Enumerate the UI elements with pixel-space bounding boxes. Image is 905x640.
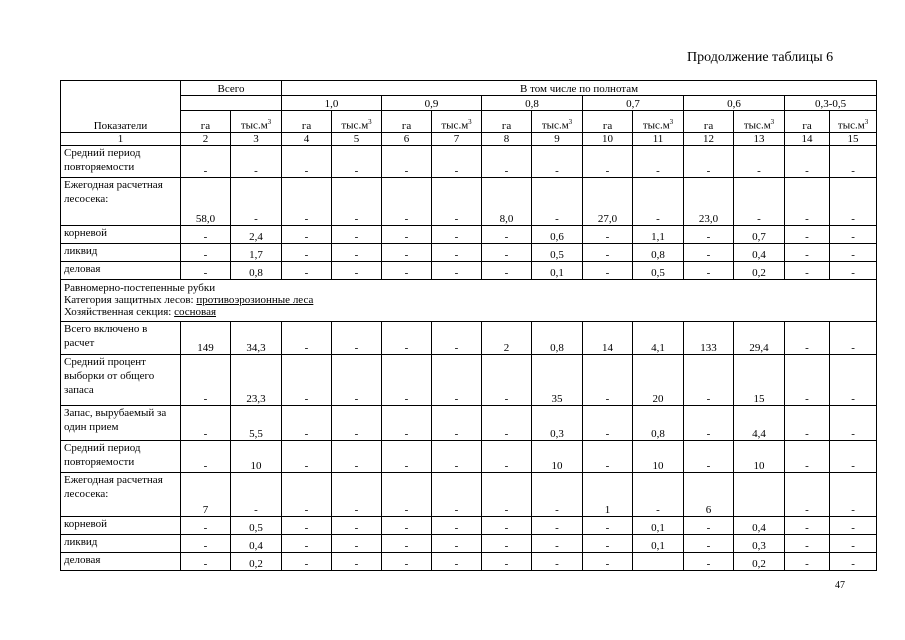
table-row — [61, 244, 877, 262]
header-indicators: Показатели — [61, 81, 181, 133]
table-cell: 4,4 — [734, 406, 785, 441]
table-cell: - — [583, 406, 633, 441]
table-cell: - — [532, 517, 583, 535]
table-cell: - — [583, 441, 633, 473]
table-row — [61, 322, 877, 355]
column-number: 14 — [785, 133, 830, 146]
table-cell: - — [181, 244, 231, 262]
table-cell: - — [830, 262, 877, 280]
row-label: Ежегодная расчетная лесосека: — [61, 178, 181, 226]
header-density-3: 0,7 — [583, 96, 684, 111]
table-cell: - — [785, 517, 830, 535]
row-label: корневой — [61, 226, 181, 244]
table-cell: - — [734, 178, 785, 226]
table-cell: - — [382, 441, 432, 473]
table-cell: - — [282, 441, 332, 473]
table-cell: - — [332, 441, 382, 473]
table-cell: - — [785, 322, 830, 355]
table-cell: - — [482, 535, 532, 553]
section-category-label: Категория защитных лесов: — [64, 294, 197, 306]
column-number: 10 — [583, 133, 633, 146]
header-number-row — [61, 133, 877, 146]
table-cell: - — [332, 535, 382, 553]
header-unit-ha: га — [382, 111, 432, 133]
row-label: деловая — [61, 262, 181, 280]
table-cell — [633, 553, 684, 571]
table-cell: 0,8 — [633, 244, 684, 262]
header-unit-ha: га — [684, 111, 734, 133]
table-cell: 133 — [684, 322, 734, 355]
table-row — [61, 535, 877, 553]
table-cell: - — [532, 553, 583, 571]
unit-volume-text: тыс.м — [240, 120, 268, 132]
table-cell: 10 — [633, 441, 684, 473]
row-label: Всего включено в расчет — [61, 322, 181, 355]
header-density-2: 0,8 — [482, 96, 583, 111]
header-unit-row — [61, 111, 877, 133]
table-cell: - — [583, 535, 633, 553]
header-unit-volume — [830, 111, 877, 133]
header-total-spacer — [181, 96, 282, 111]
table-cell: - — [482, 441, 532, 473]
table-cell: 0,2 — [231, 553, 282, 571]
table-cell: - — [181, 517, 231, 535]
table-cell: - — [282, 244, 332, 262]
table-cell: - — [684, 244, 734, 262]
table-cell: - — [633, 178, 684, 226]
section-info — [61, 280, 877, 322]
table-cell — [734, 473, 785, 517]
table-cell: - — [282, 262, 332, 280]
header-unit-ha: га — [583, 111, 633, 133]
header-density-row — [61, 96, 877, 111]
unit-volume-sup: 3 — [568, 118, 573, 127]
table-cell: - — [583, 517, 633, 535]
table-continuation-heading: Продолжение таблицы 6 — [687, 50, 834, 65]
table-cell: - — [332, 178, 382, 226]
section-cutting-type: Равномерно-постепенные рубки — [64, 282, 216, 294]
table-cell: 0,4 — [734, 244, 785, 262]
table-cell: - — [684, 226, 734, 244]
table-cell: - — [785, 553, 830, 571]
section-category-value: противоэрозионные леса — [196, 294, 314, 306]
header-row-top — [61, 81, 877, 96]
table-cell: - — [583, 262, 633, 280]
table-cell: - — [432, 517, 482, 535]
table-cell: - — [830, 146, 877, 178]
table-cell: - — [282, 473, 332, 517]
table-cell: - — [382, 262, 432, 280]
table-cell: - — [231, 146, 282, 178]
table-cell: - — [830, 178, 877, 226]
header-unit-volume — [231, 111, 282, 133]
header-unit-volume — [633, 111, 684, 133]
table-cell: - — [583, 226, 633, 244]
table-cell: - — [181, 406, 231, 441]
data-table — [60, 80, 877, 571]
table-cell: 0,5 — [532, 244, 583, 262]
table-cell: - — [382, 553, 432, 571]
page-number: 47 — [835, 580, 845, 591]
header-total: Всего — [181, 81, 282, 96]
table-cell: - — [432, 535, 482, 553]
table-cell: 20 — [633, 355, 684, 406]
table-cell: - — [382, 244, 432, 262]
column-number: 12 — [684, 133, 734, 146]
table-cell: 0,2 — [734, 553, 785, 571]
table-cell: - — [785, 441, 830, 473]
table-cell: - — [583, 244, 633, 262]
table-row — [61, 553, 877, 571]
table-cell: 27,0 — [583, 178, 633, 226]
table-cell: 29,4 — [734, 322, 785, 355]
table-cell: - — [633, 146, 684, 178]
table-cell: - — [482, 355, 532, 406]
row-label: ликвид — [61, 535, 181, 553]
table-cell: - — [583, 553, 633, 571]
table-cell: - — [785, 146, 830, 178]
table-cell: 149 — [181, 322, 231, 355]
table-cell: - — [282, 178, 332, 226]
header-unit-volume — [332, 111, 382, 133]
row-label: ликвид — [61, 244, 181, 262]
table-cell: - — [432, 553, 482, 571]
column-number: 3 — [231, 133, 282, 146]
table-cell: 0,8 — [231, 262, 282, 280]
unit-volume-sup: 3 — [669, 118, 674, 127]
section-economic-value: сосновая — [174, 306, 217, 318]
table-cell: 0,6 — [532, 226, 583, 244]
row-label: Средний период повторяемости — [61, 146, 181, 178]
table-cell: - — [482, 406, 532, 441]
table-cell: - — [482, 553, 532, 571]
table-cell: 8,0 — [482, 178, 532, 226]
header-by-density: В том числе по полнотам — [282, 81, 877, 96]
table-cell: 0,3 — [532, 406, 583, 441]
column-number: 11 — [633, 133, 684, 146]
table-cell: 1 — [583, 473, 633, 517]
table-cell: - — [282, 355, 332, 406]
table-cell: - — [785, 244, 830, 262]
table-cell: - — [382, 226, 432, 244]
table-cell: - — [382, 178, 432, 226]
table-cell: - — [332, 355, 382, 406]
unit-volume-text: тыс.м — [441, 120, 469, 132]
table-cell: - — [633, 473, 684, 517]
table-cell: 2 — [482, 322, 532, 355]
table-cell: - — [830, 441, 877, 473]
header-density-0: 1,0 — [282, 96, 382, 111]
unit-volume-sup: 3 — [864, 118, 869, 127]
column-number: 13 — [734, 133, 785, 146]
table-cell: - — [684, 146, 734, 178]
table-row — [61, 441, 877, 473]
table-body — [61, 81, 877, 571]
table-cell: - — [432, 244, 482, 262]
table-cell: - — [432, 146, 482, 178]
table-cell: - — [830, 322, 877, 355]
table-cell: - — [482, 262, 532, 280]
header-density-1: 0,9 — [382, 96, 482, 111]
table-cell: - — [382, 322, 432, 355]
table-cell: - — [181, 553, 231, 571]
table-cell: 5,5 — [231, 406, 282, 441]
table-cell: - — [532, 473, 583, 517]
table-cell: 2,4 — [231, 226, 282, 244]
table-cell: - — [231, 473, 282, 517]
table-cell: 0,7 — [734, 226, 785, 244]
table-cell: - — [684, 406, 734, 441]
table-cell: 0,8 — [633, 406, 684, 441]
table-cell: - — [382, 535, 432, 553]
table-cell: - — [382, 355, 432, 406]
table-cell: 0,1 — [633, 535, 684, 553]
table-cell: - — [785, 178, 830, 226]
table-cell: 23,3 — [231, 355, 282, 406]
table-cell: - — [382, 517, 432, 535]
table-cell: - — [482, 226, 532, 244]
table-cell: - — [432, 355, 482, 406]
table-cell: - — [181, 535, 231, 553]
table-row — [61, 517, 877, 535]
table-cell: - — [785, 406, 830, 441]
header-unit-ha: га — [282, 111, 332, 133]
column-number: 2 — [181, 133, 231, 146]
table-cell: - — [684, 517, 734, 535]
table-cell: - — [332, 553, 382, 571]
table-cell: 0,3 — [734, 535, 785, 553]
table-cell: - — [382, 406, 432, 441]
unit-volume-sup: 3 — [770, 118, 775, 127]
column-number: 4 — [282, 133, 332, 146]
table-cell: - — [332, 262, 382, 280]
table-cell: - — [785, 226, 830, 244]
table-cell: - — [282, 406, 332, 441]
table-cell: - — [332, 473, 382, 517]
table-cell: - — [181, 262, 231, 280]
table-cell: 0,4 — [231, 535, 282, 553]
table-cell: 1,7 — [231, 244, 282, 262]
table-cell: - — [830, 473, 877, 517]
table-cell: 0,5 — [633, 262, 684, 280]
table-row — [61, 178, 877, 226]
table-cell: - — [830, 406, 877, 441]
header-unit-volume — [532, 111, 583, 133]
row-label: корневой — [61, 517, 181, 535]
table-cell: - — [684, 355, 734, 406]
unit-volume-text: тыс.м — [341, 120, 369, 132]
table-cell: - — [382, 146, 432, 178]
unit-volume-text: тыс.м — [541, 120, 569, 132]
table-cell: - — [684, 535, 734, 553]
table-cell: - — [785, 262, 830, 280]
table-cell: - — [830, 244, 877, 262]
header-density-5: 0,3-0,5 — [785, 96, 877, 111]
header-unit-ha: га — [785, 111, 830, 133]
table-cell: - — [785, 473, 830, 517]
table-cell: 1,1 — [633, 226, 684, 244]
row-label: Ежегодная расчетная лесосека: — [61, 473, 181, 517]
table-row — [61, 406, 877, 441]
table-cell: 10 — [734, 441, 785, 473]
table-cell: - — [734, 146, 785, 178]
table-cell: - — [332, 322, 382, 355]
column-number: 1 — [61, 133, 181, 146]
table-cell: 34,3 — [231, 322, 282, 355]
column-number: 6 — [382, 133, 432, 146]
table-cell: - — [332, 406, 382, 441]
table-cell: - — [583, 146, 633, 178]
table-cell: - — [684, 553, 734, 571]
table-cell: - — [432, 262, 482, 280]
table-cell: - — [684, 262, 734, 280]
column-number: 7 — [432, 133, 482, 146]
table-cell: - — [282, 517, 332, 535]
table-cell: - — [583, 355, 633, 406]
table-cell: - — [181, 146, 231, 178]
section-category — [64, 294, 873, 306]
row-label: Средний процент выборки от общего запаса — [61, 355, 181, 406]
table-cell: 4,1 — [633, 322, 684, 355]
table-cell: - — [482, 244, 532, 262]
table-cell: 0,4 — [734, 517, 785, 535]
table-row — [61, 262, 877, 280]
table-cell: 0,5 — [231, 517, 282, 535]
section-economic-label: Хозяйственная секция: — [64, 306, 175, 318]
section-economic — [64, 306, 873, 318]
table-cell: 10 — [231, 441, 282, 473]
table-cell: 7 — [181, 473, 231, 517]
unit-volume-sup: 3 — [267, 118, 272, 127]
table-cell: - — [282, 553, 332, 571]
table-cell: - — [282, 535, 332, 553]
table-cell: 23,0 — [684, 178, 734, 226]
table-cell: 14 — [583, 322, 633, 355]
table-cell: - — [684, 441, 734, 473]
table-cell: - — [332, 244, 382, 262]
table-cell: 58,0 — [181, 178, 231, 226]
table-cell: - — [830, 553, 877, 571]
row-label: Средний период повторяемости — [61, 441, 181, 473]
table-cell: - — [432, 226, 482, 244]
table-cell: - — [830, 355, 877, 406]
table-cell: - — [181, 441, 231, 473]
table-cell: - — [785, 355, 830, 406]
table-cell: - — [332, 226, 382, 244]
table-cell: - — [830, 535, 877, 553]
unit-volume-sup: 3 — [468, 118, 472, 127]
table-cell: 0,1 — [633, 517, 684, 535]
table-cell: - — [532, 146, 583, 178]
section-info-row — [61, 280, 877, 322]
column-number: 15 — [830, 133, 877, 146]
table-cell: - — [482, 473, 532, 517]
table-cell: - — [181, 355, 231, 406]
column-number: 8 — [482, 133, 532, 146]
table-cell: 0,2 — [734, 262, 785, 280]
table-cell: - — [432, 406, 482, 441]
table-row — [61, 473, 877, 517]
table-cell: 35 — [532, 355, 583, 406]
header-unit-ha: га — [181, 111, 231, 133]
table-cell: - — [785, 535, 830, 553]
table-row — [61, 226, 877, 244]
column-number: 5 — [332, 133, 382, 146]
header-unit-volume — [432, 111, 482, 133]
table-cell: - — [231, 178, 282, 226]
table-cell: - — [432, 322, 482, 355]
table-cell: - — [181, 226, 231, 244]
unit-volume-sup: 3 — [368, 118, 372, 127]
unit-volume-text: тыс.м — [743, 120, 771, 132]
column-number: 9 — [532, 133, 583, 146]
table-cell: - — [532, 535, 583, 553]
table-cell: - — [332, 146, 382, 178]
table-cell: - — [830, 226, 877, 244]
table-cell: - — [830, 517, 877, 535]
header-density-4: 0,6 — [684, 96, 785, 111]
table-cell: 0,1 — [532, 262, 583, 280]
table-cell: - — [532, 178, 583, 226]
table-cell: - — [482, 146, 532, 178]
header-unit-ha: га — [482, 111, 532, 133]
table-cell: - — [382, 473, 432, 517]
table-cell: 0,8 — [532, 322, 583, 355]
table-row — [61, 355, 877, 406]
table-cell: - — [482, 517, 532, 535]
table-cell: - — [282, 322, 332, 355]
row-label: деловая — [61, 553, 181, 571]
table-cell: 15 — [734, 355, 785, 406]
row-label: Запас, вырубаемый за один прием — [61, 406, 181, 441]
unit-volume-text: тыс.м — [837, 120, 865, 132]
table-cell: 10 — [532, 441, 583, 473]
table-cell: - — [282, 226, 332, 244]
table-cell: - — [332, 517, 382, 535]
table-cell: 6 — [684, 473, 734, 517]
unit-volume-text: тыс.м — [642, 120, 670, 132]
table-cell: - — [432, 178, 482, 226]
table-cell: - — [432, 441, 482, 473]
header-unit-volume — [734, 111, 785, 133]
table-row — [61, 146, 877, 178]
table-cell: - — [282, 146, 332, 178]
table-cell: - — [432, 473, 482, 517]
